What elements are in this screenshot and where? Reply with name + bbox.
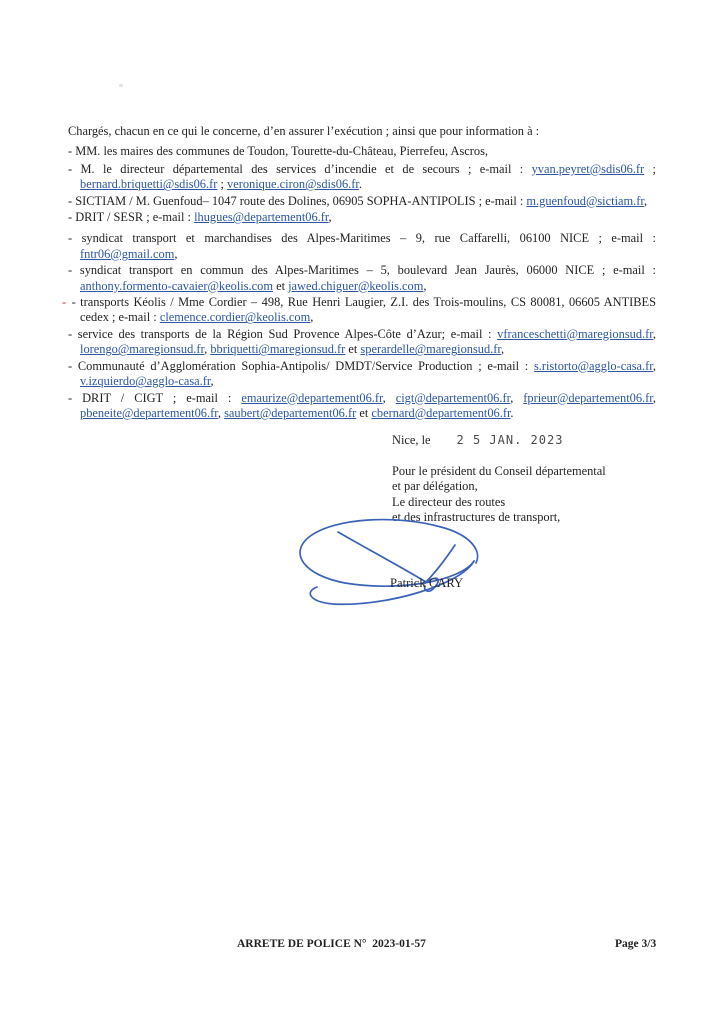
text-run: et	[345, 342, 361, 357]
text-run: ,	[382, 390, 396, 405]
email-link[interactable]: cigt@departement06.fr	[395, 390, 511, 405]
recipient-item	[68, 194, 656, 209]
text-run: - syndicat transport en commun des Alpes-Maritimes – 5, boulevard Jean Jaurès, 06000 NICE ; e-mail :	[68, 263, 656, 278]
scan-artifact	[119, 84, 123, 87]
document-body	[62, 124, 657, 422]
footer-page-number: Page 3/3	[615, 938, 657, 950]
email-link[interactable]: cbernard@departement06.fr	[371, 405, 511, 420]
signature-block	[392, 433, 606, 525]
text-run: ,	[210, 374, 214, 389]
signoff-line: Pour le président du Conseil départemental	[392, 464, 606, 479]
text-run: ,	[310, 310, 314, 325]
text-run: ,	[204, 342, 211, 357]
recipient-item	[68, 210, 656, 225]
recipient-item	[68, 263, 656, 294]
signoff-line: et par délégation,	[392, 479, 478, 494]
text-run: ,	[652, 390, 657, 405]
footer-reference: ARRETE DE POLICE N° 2023-01-57	[237, 938, 426, 950]
text-run: ;	[217, 177, 227, 192]
email-link[interactable]: s.ristorto@agglo-casa.fr	[533, 358, 653, 373]
email-link[interactable]: saubert@departement06.fr	[224, 405, 357, 420]
recipient-item	[68, 231, 656, 262]
place-date-row	[392, 433, 606, 448]
email-link[interactable]: jawed.chiguer@keolis.com	[288, 278, 424, 293]
text-run: - service des transports de la Région Sud Provence Alpes-Côte d’Azur; e-mail :	[68, 326, 498, 341]
email-link[interactable]: anthony.formento-cavaier@keolis.com	[80, 278, 273, 293]
text-run: - DRIT / CIGT ; e-mail :	[68, 390, 242, 405]
text-run: .	[358, 177, 362, 192]
date-stamp: 2 5 JAN. 2023	[456, 433, 564, 447]
signer-name: Patrick CARY	[390, 576, 464, 590]
text-run: ;	[644, 161, 656, 176]
text-run: ,	[328, 210, 332, 225]
email-link[interactable]: vfranceschetti@maregionsud.fr	[497, 326, 653, 341]
email-link[interactable]: sperardelle@maregionsud.fr	[360, 342, 502, 357]
email-link[interactable]: emaurize@departement06.fr	[241, 390, 383, 405]
text-run: - transports Kéolis / Mme Cordier – 498, Rue Henri Laugier, Z.I. des Trois-moulins, CS 80081, 06605 ANTIBES cedex ; e-mail :	[67, 295, 656, 325]
signoff-line: Le directeur des routes	[392, 494, 506, 509]
text-run: ,	[644, 193, 648, 208]
correction-dash: -	[62, 295, 67, 310]
recipient-item	[68, 144, 656, 159]
email-link[interactable]: lorengo@maregionsud.fr	[80, 342, 205, 357]
recipient-item	[62, 295, 656, 326]
text-run: ,	[217, 405, 225, 420]
text-run: - SICTIAM / M. Guenfoud– 1047 route des Dolines, 06905 SOPHA-ANTIPOLIS ; e-mail :	[68, 193, 527, 208]
place-label: Nice, le	[392, 433, 431, 447]
text-run: - M. le directeur départemental des services d’incendie et de secours ; e-mail :	[68, 161, 532, 176]
text-run: .	[510, 405, 514, 420]
email-link[interactable]: bbriquetti@maregionsud.fr	[210, 342, 346, 357]
email-link[interactable]: lhugues@departement06.fr	[194, 210, 329, 225]
email-link[interactable]: m.guenfoud@sictiam.fr	[526, 193, 645, 208]
email-link[interactable]: clemence.cordier@keolis.com	[159, 310, 311, 325]
recipient-item	[68, 359, 656, 390]
email-link[interactable]: fntr06@gmail.com	[80, 246, 175, 261]
email-link[interactable]: veronique.ciron@sdis06.fr	[227, 177, 359, 192]
text-run: - DRIT / SESR ; e-mail :	[68, 210, 195, 225]
text-run: - Communauté d’Agglomération Sophia-Antipolis/ DMDT/Service Production ; e-mail :	[68, 358, 534, 373]
handwritten-signature-icon	[283, 515, 493, 611]
recipient-item	[68, 162, 656, 193]
recipient-item	[68, 327, 656, 358]
text-run: et	[272, 278, 289, 293]
text-run: ,	[423, 278, 427, 293]
text-run: et	[356, 405, 372, 420]
intro-paragraph: Chargés, chacun en ce qui le concerne, d’en assurer l’exécution ; ainsi que pour information à :	[68, 124, 540, 138]
text-run: ,	[174, 246, 178, 261]
text-run: ,	[501, 342, 505, 357]
email-link[interactable]: v.izquierdo@agglo-casa.fr	[80, 374, 211, 389]
email-link[interactable]: pbeneite@departement06.fr	[80, 405, 218, 420]
text-run: ,	[510, 390, 524, 405]
email-link[interactable]: bernard.briquetti@sdis06.fr	[80, 177, 218, 192]
text-run: ,	[652, 326, 656, 341]
signoff-line: et des infrastructures de transport,	[392, 509, 561, 524]
text-run: - MM. les maires des communes de Toudon, Tourette-du-Château, Pierrefeu, Ascros,	[68, 144, 489, 159]
text-run: - syndicat transport et marchandises des Alpes-Maritimes – 9, rue Caffarelli, 06100 NICE ; e-mail :	[68, 231, 656, 246]
email-link[interactable]: yvan.peyret@sdis06.fr	[531, 161, 645, 176]
text-run: ,	[652, 358, 656, 373]
recipient-item	[68, 391, 656, 422]
recipient-list	[62, 144, 657, 421]
email-link[interactable]: fprieur@departement06.fr	[523, 390, 653, 405]
